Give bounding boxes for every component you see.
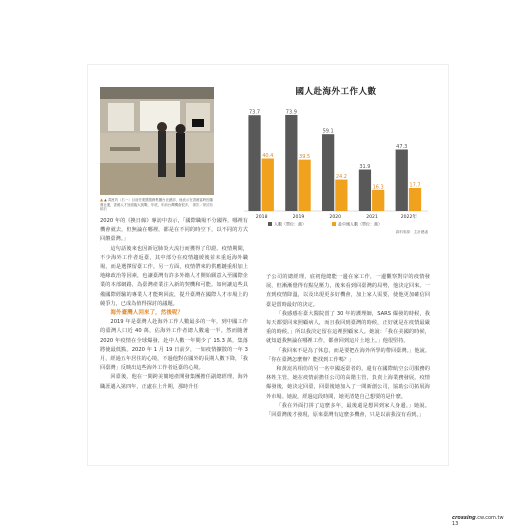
body-paragraph: 「我回來不是為了休息，而是要把在海外所學的帶回臺灣。」他說。「你在臺灣怎麼辦？能找到工作嗎？」 bbox=[266, 347, 430, 363]
bar-0-3 bbox=[359, 170, 371, 211]
x-tick-label-1: 2019 bbox=[292, 215, 305, 220]
body-paragraph: 和黃崑芮相仿的另一名中國返臺者的，還有在國際航空公司服務的林姓主管，她在疫情前擔任公司的高階主管，負責上海業務發展。疫情爆發後，她決定回臺，回臺後她加入了一間新創公司，協助公司拓展海外市場。她說，經過這段時間，她更清楚自己想要的是什麼。 bbox=[266, 366, 430, 400]
bar-0-1 bbox=[285, 115, 297, 211]
photo-caption bbox=[100, 198, 216, 212]
body-paragraph: 2019 年是臺灣人赴海外工作人數最多的一年，到中國工作的臺灣人口近 40 萬，佔海外工作者總人數逾一半。然而隨著 2020 年疫情在全球爆發，赴中人數一年間少了 15.3 萬，集落將使最低點。2020 年 1 月 19 日前夕，一如疫情擴散的一年 3 月，經過五年居住的心境，不過他對在國外的長期人數下降，「我回臺灣」反映出這些海外工作者返臺的心境。 bbox=[100, 319, 248, 372]
bar-1-4 bbox=[409, 188, 421, 211]
footer-site: .cw.com.tw bbox=[475, 515, 504, 521]
page-footer bbox=[452, 515, 504, 527]
legend-swatch-1 bbox=[332, 222, 336, 226]
legend-label-1: 赴中國人數（單位：萬） bbox=[338, 221, 382, 227]
section-subhead: 海外臺灣人回來了，然後呢？ bbox=[110, 310, 184, 317]
x-tick-label-3: 2021 bbox=[366, 215, 378, 220]
chart-title: 國人赴海外工作人數 bbox=[295, 87, 377, 97]
footer-brand: crossing bbox=[452, 515, 476, 521]
bar-0-0 bbox=[248, 115, 260, 211]
body-paragraph: 子公司的總經理，底初他總能一邊在家工作，一邊觀察對岸的疫情發展，但漸漸覺得有點兒壓力，後來看到回臺灣的局勢，他決定回來。一直到疫情降溫，以及出現更多好機會，加上家人需要，使他更加確信回臺是當時最好的決定。 bbox=[266, 274, 430, 308]
body-column-right bbox=[266, 273, 430, 420]
bar-1-0 bbox=[262, 158, 274, 211]
data-label-1-2: 24.2 bbox=[335, 174, 347, 181]
interview-photo bbox=[100, 87, 214, 195]
caption-text: ▲ 黃崑芮（右一）目前任業凱服務集團台北總部，他表示在香港當時因爆發社運，香港人才皆面臨大挑戰，年底，年前台灣機會很多， bbox=[100, 198, 213, 207]
x-tick-label-0: 2018 bbox=[255, 215, 268, 220]
x-tick-label-2: 2020 bbox=[329, 215, 342, 220]
body-paragraph: 「我感感在臺大醫院當了 30 年的護理師，SARS 爆發的時候，我每天都要回來照顧病人，而且我回到臺灣的時候，正好就是在疫情最嚴重的時候。」所以我決定留在這裡照顧家人。她說：「我在美國的時候，就知道我無論在哪裡工作，都會回到這片土地上。」他很堅持。 bbox=[266, 310, 430, 345]
body-paragraph: 這句話後來也因新冠肺炎大流行而獲得了印證。疫情期間，不少海外工作者返臺，其中部分在疫情趨緩後並未重返海外職場，而是選擇留臺工作。另一方面，疫情帶來的供應鏈重組加上地緣政治等因素，也讓臺灣有許多外籍人才開始願意入至國際企業的本部網路，為臺灣產業注入新的契機和可能。如何讓這些具備國際經驗的專業人才能夠回流，提升臺灣在國際人才市場上的競爭力，已成為值得探討的議題。 bbox=[100, 245, 248, 307]
bar-0-2 bbox=[322, 134, 334, 211]
body-paragraph: 2020 年的《換日線》專訪中表示，「國際職場不分國界，哪裡有機會就去，但無論在哪裡，都是在不同的時空下，以不同的方式回饋臺灣。」 bbox=[100, 218, 248, 243]
data-label-1-3: 16.3 bbox=[372, 184, 384, 191]
bar-0-4 bbox=[396, 150, 408, 211]
chart-source: 資料來源：主計總處 bbox=[395, 230, 428, 234]
bar-1-2 bbox=[335, 180, 347, 211]
bar-chart bbox=[238, 95, 434, 237]
magazine-page bbox=[88, 65, 504, 527]
data-label-0-4: 47.3 bbox=[396, 144, 408, 151]
legend-swatch-0 bbox=[268, 222, 272, 226]
bar-1-3 bbox=[372, 190, 384, 211]
x-tick-label-4: 2022年 bbox=[400, 215, 418, 220]
caption-triangle-icon: ▲ bbox=[100, 197, 104, 202]
body-paragraph: 回臺後，他在一間跨美簡地產開發集團擔任副總經理，海外職涯邁入第四年，正處在上升期，那時升任 bbox=[100, 374, 248, 390]
body-column-left bbox=[100, 217, 248, 392]
bar-chart-svg bbox=[238, 95, 434, 237]
data-label-1-4: 17.7 bbox=[409, 182, 421, 189]
data-label-0-2: 59.1 bbox=[322, 128, 334, 135]
body-paragraph: 「我在外面打拼了這麼多年，最後還是想回到家人身邊。」她說。「回臺灣後才發現，原來臺灣有這麼多機會，只是以前我沒有看到。」 bbox=[266, 402, 430, 419]
office-photo-image bbox=[100, 87, 214, 195]
data-label-1-0: 40.4 bbox=[262, 152, 274, 159]
legend-label-0: 人數（單位：萬） bbox=[274, 221, 306, 227]
data-label-0-3: 31.9 bbox=[359, 164, 371, 171]
data-label-1-1: 39.5 bbox=[299, 154, 311, 161]
page-number: 13 bbox=[452, 521, 459, 527]
data-label-0-0: 73.7 bbox=[248, 109, 261, 116]
data-label-0-1: 73.9 bbox=[285, 109, 297, 116]
bar-1-1 bbox=[298, 160, 310, 211]
caption-credit: 攝影／陳德銘 翻拍 bbox=[100, 202, 213, 212]
